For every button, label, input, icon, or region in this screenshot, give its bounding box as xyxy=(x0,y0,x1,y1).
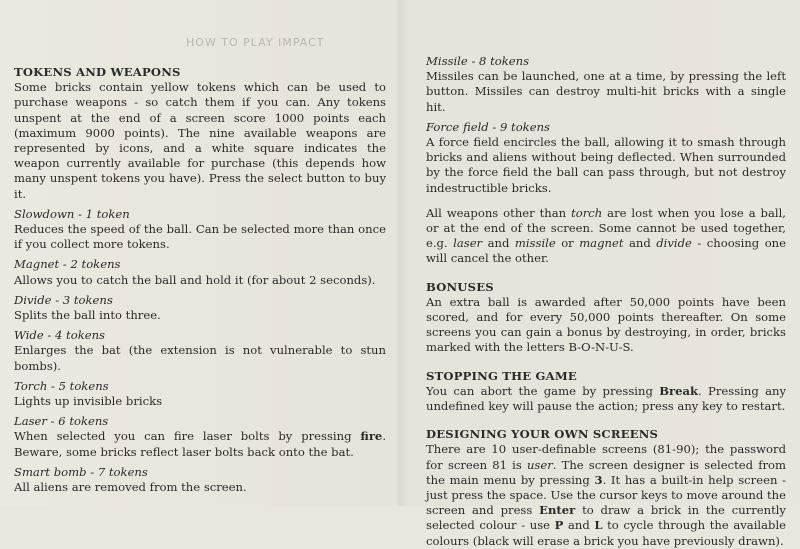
stopping-text: You can abort the game by pressing Break. Pressing any undefined key will pause the action; press any key to restart. xyxy=(426,383,787,414)
tokens-weapons-heading: TOKENS AND WEAPONS xyxy=(14,65,181,79)
left-column xyxy=(14,54,386,495)
weapon-smart-bomb-title: Smart bomb - 7 tokens xyxy=(14,464,148,479)
designing-text: There are 10 user-definable screens (81-90); the password for screen 81 is user. The screen designer is selected from the main menu by pressing 3. It has a built-in help screen - just press the space. Use the cursor keys to move around the screen and press Enter to draw a brick in the currently selected colour - use P and L to cycle through the available colours (black will erase a brick you have previously drawn). xyxy=(426,442,787,548)
weapon-force-field-desc: A force field encircles the ball, allowing it to smash through bricks and aliens without being deflected. When surrounded by the force field the ball can pass through, but not destroy indestructible bricks. xyxy=(426,135,786,195)
bleed-through-heading: HOW TO PLAY IMPACT xyxy=(186,36,325,49)
spacer xyxy=(426,356,786,369)
weapon-magnet-title: Magnet - 2 tokens xyxy=(14,257,121,272)
weapon-torch-title: Torch - 5 tokens xyxy=(14,378,109,393)
weapon-divide-desc: Splits the ball into three. xyxy=(14,308,161,323)
weapon-slowdown-desc: Reduces the speed of the ball. Can be selected more than once if you collect more tokens. xyxy=(14,222,386,252)
spacer xyxy=(426,196,786,206)
bonuses-heading: BONUSES xyxy=(426,279,494,294)
designing-heading: DESIGNING YOUR OWN SCREENS xyxy=(426,427,659,442)
tokens-intro: Some bricks contain yellow tokens which can be used to purchase weapons - so catch them if you can. Any tokens unspent at the end of a screen score 1000 points each (maximum 9000 points). The nine available weapons are represented by icons, and a white square indicates the weapon currently available for purchase (this depends how many unspent tokens you have). Press the select button to buy it. xyxy=(14,80,386,201)
weapon-slowdown-title: Slowdown - 1 token xyxy=(14,206,130,221)
right-column xyxy=(426,54,786,549)
weapon-torch-desc: Lights up invisible bricks xyxy=(14,394,163,409)
bonuses-text: An extra ball is awarded after 50,000 points have been scored, and for every 50,000 points thereafter. On some screens you can gain a bonus by destroying, in order, bricks marked with the letters B-O-N-U-S. xyxy=(426,294,786,355)
spacer xyxy=(426,267,786,280)
weapon-divide-title: Divide - 3 tokens xyxy=(14,292,113,307)
spacer xyxy=(426,414,786,427)
weapon-missile-title: Missile - 8 tokens xyxy=(426,54,530,68)
stopping-heading: STOPPING THE GAME xyxy=(426,368,577,383)
weapon-laser-title: Laser - 6 tokens xyxy=(14,414,109,429)
weapon-force-field-title: Force field - 9 tokens xyxy=(426,119,550,134)
weapon-wide-title: Wide - 4 tokens xyxy=(14,328,105,343)
weapon-smart-bomb-desc: All aliens are removed from the screen. xyxy=(14,480,247,495)
weapon-magnet-desc: Allows you to catch the ball and hold it (for about 2 seconds). xyxy=(14,272,376,287)
weapon-wide-desc: Enlarges the bat (the extension is not vulnerable to stun bombs). xyxy=(14,343,386,373)
weapons-loss-note: All weapons other than torch are lost when you lose a ball, or at the end of the screen. Some cannot be used together, e.g. laser and missile or magnet and divide - choosing one will cancel the other. xyxy=(426,205,787,266)
weapon-missile-desc: Missiles can be launched, one at a time, by pressing the left button. Missiles can destroy multi-hit bricks with a single hit. xyxy=(426,69,786,114)
weapon-laser-desc: When selected you can fire laser bolts by pressing fire. Beware, some bricks reflect laser bolts back onto the bat. xyxy=(14,429,386,459)
